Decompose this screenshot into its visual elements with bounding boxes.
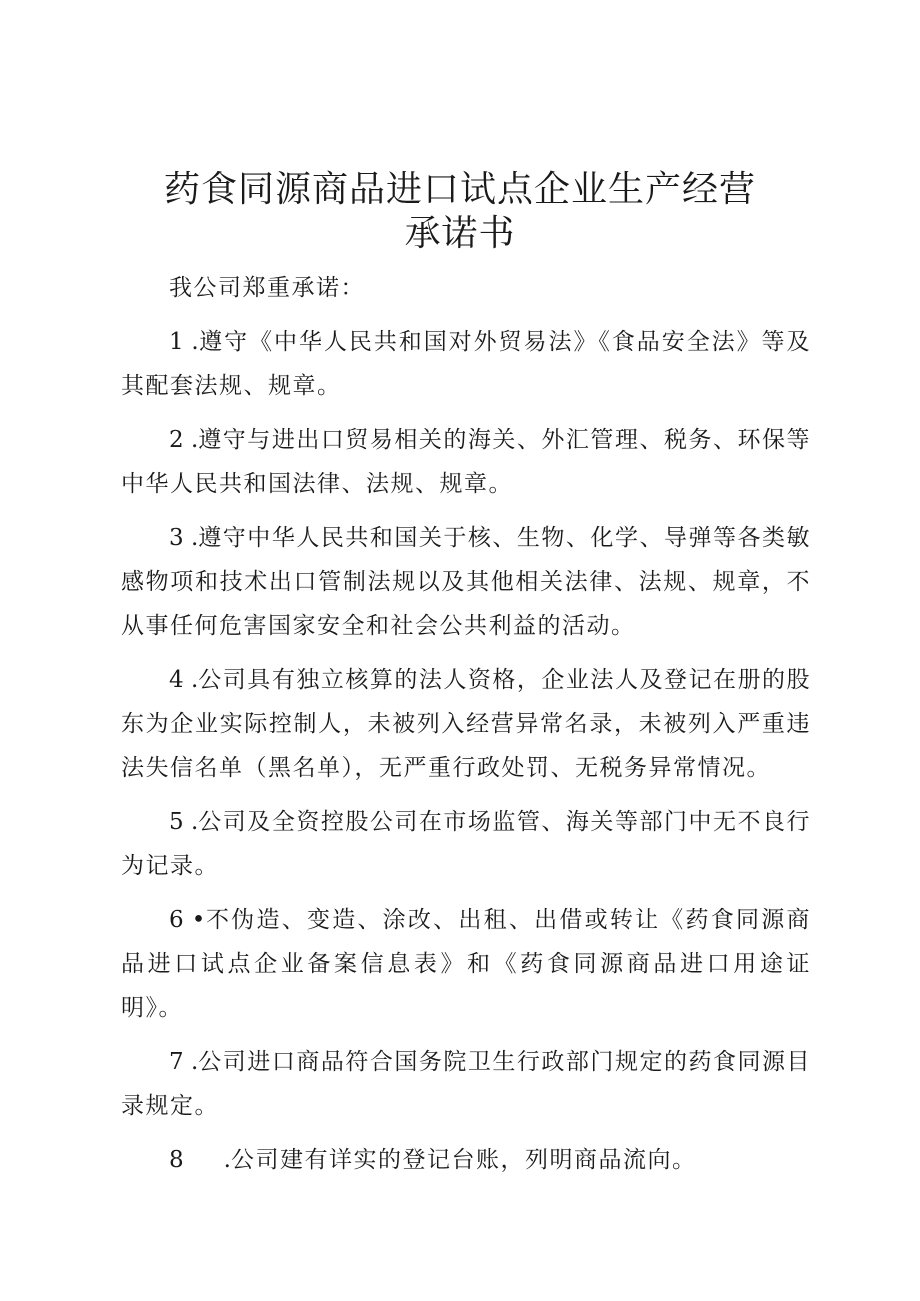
- item-number: 1: [169, 329, 184, 355]
- commitment-item-6: [121, 898, 811, 1030]
- item-number: 6: [169, 907, 184, 933]
- item-text: 遵守与进出口贸易相关的海关、外汇管理、税务、环保等中华人民共和国法律、法规、规章。: [121, 427, 812, 497]
- item-text: 不伪造、变造、涂改、出租、出借或转让《药食同源商品进口试点企业备案信息表》和《药食同源商品进口用途证明》。: [121, 907, 811, 1021]
- title-line-1: 药食同源商品进口试点企业生产经营: [163, 169, 756, 210]
- commitment-item-8: [121, 1138, 811, 1182]
- item-separator: .: [183, 667, 199, 693]
- intro-paragraph: 我公司郑重承诺：: [169, 275, 365, 301]
- item-number: 2: [169, 427, 184, 453]
- item-text: 公司建有详实的登记台账，列明商品流向。: [230, 1147, 697, 1173]
- item-text: 公司及全资控股公司在市场监管、海关等部门中无不良行为记录。: [121, 809, 812, 879]
- commitment-item-1: [121, 320, 811, 408]
- item-separator: .: [183, 427, 199, 453]
- item-number: 7: [169, 1049, 184, 1075]
- item-number: 3: [169, 525, 184, 551]
- item-separator: •: [183, 907, 206, 933]
- item-separator: .: [183, 329, 199, 355]
- commitment-item-5: [121, 800, 811, 888]
- commitment-item-7: [121, 1040, 811, 1128]
- item-text: 遵守中华人民共和国关于核、生物、化学、导弹等各类敏感物项和技术出口管制法规以及其他相关法律、法规、规章，不从事任何危害国家安全和社会公共利益的活动。: [121, 525, 812, 639]
- item-separator: .: [183, 809, 199, 835]
- title-line-2: 承诺书: [404, 213, 516, 254]
- item-separator: .: [223, 1147, 231, 1173]
- item-number: 8: [169, 1147, 184, 1173]
- item-separator: .: [183, 525, 199, 551]
- item-text: 公司具有独立核算的法人资格，企业法人及登记在册的股东为企业实际控制人，未被列入经营异常名录，未被列入严重违法失信名单（黑名单），无严重行政处罚、无税务异常情况。: [121, 667, 812, 781]
- commitment-item-3: [121, 516, 811, 648]
- document-title: [0, 168, 920, 256]
- item-text: 公司进口商品符合国务院卫生行政部门规定的药食同源目录规定。: [121, 1049, 812, 1119]
- item-separator: .: [183, 1049, 199, 1075]
- item-number: 5: [169, 809, 184, 835]
- item-text: 遵守《中华人民共和国对外贸易法》《食品安全法》等及其配套法规、规章。: [121, 329, 812, 399]
- document-body: [121, 266, 811, 1192]
- commitment-item-2: [121, 418, 811, 506]
- commitment-item-4: [121, 658, 811, 790]
- item-number: 4: [169, 667, 184, 693]
